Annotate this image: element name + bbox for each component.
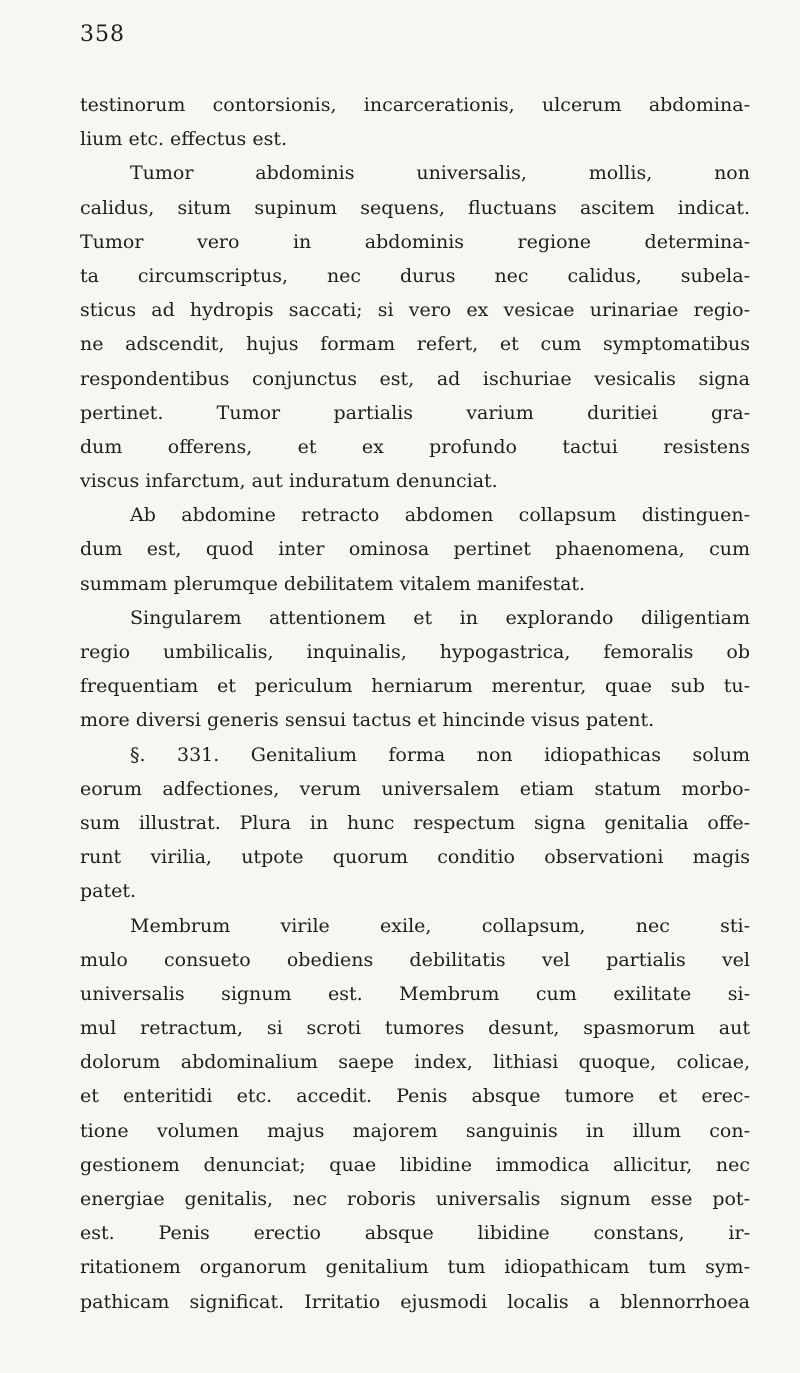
text-line: lium etc. effectus est.	[80, 128, 288, 151]
text-line: energiae genitalis, nec roboris universalis signum esse pot-	[80, 1188, 750, 1210]
text-line: sticus ad hydropis saccati; si vero ex vesicae urinariae regio-	[80, 299, 750, 322]
text-line: frequentiam et periculum herniarum merentur, quae sub tu-	[80, 675, 750, 698]
text-line: tione volumen majus majorem sanguinis in illum con-	[80, 1119, 750, 1142]
text-line: dum offerens, et ex profundo tactui resistens	[80, 435, 750, 458]
text-line: et enteritidi etc. accedit. Penis absque tumore et erec-	[80, 1085, 750, 1108]
text-line: testinorum contorsionis, incarcerationis, ulcerum abdomina-	[80, 94, 750, 116]
text-line: Ab abdomine retracto abdomen collapsum distinguen-	[130, 504, 750, 527]
text-line: §. 331. Genitalium forma non idiopathicas solum	[130, 743, 750, 766]
text-line: summam plerumque debilitatem vitalem manifestat.	[80, 572, 586, 595]
text-line: more diversi generis sensui tactus et hincinde visus patent.	[80, 709, 655, 732]
text-line: ta circumscriptus, nec durus nec calidus, subela-	[80, 264, 750, 287]
text-line: pathicam significat. Irritatio ejusmodi localis a blennorrhoea	[80, 1290, 750, 1313]
text-line: patet.	[80, 880, 137, 903]
text-line: Singularem attentionem et in explorando diligentiam	[130, 606, 750, 629]
text-line: mulo consueto obediens debilitatis vel partialis vel	[80, 948, 750, 971]
text-line: Tumor abdominis universalis, mollis, non	[130, 162, 750, 185]
text-line: est. Penis erectio absque libidine constans, ir-	[80, 1222, 750, 1245]
text-line: runt virilia, utpote quorum conditio observationi magis	[80, 846, 750, 869]
body-text	[80, 88, 750, 1319]
text-line: Tumor vero in abdominis regione determina-	[80, 230, 750, 253]
text-line: eorum adfectiones, verum universalem etiam statum morbo-	[80, 777, 750, 800]
text-line: ritationem organorum genitalium tum idiopathicam tum sym-	[80, 1256, 750, 1279]
text-line: pertinet. Tumor partialis varium duritiei gra-	[80, 401, 750, 424]
text-line: sum illustrat. Plura in hunc respectum signa genitalia offe-	[80, 811, 750, 834]
text-line: dolorum abdominalium saepe index, lithiasi quoque, colicae,	[80, 1051, 750, 1074]
page-number: 358	[80, 22, 125, 47]
text-line: regio umbilicalis, inquinalis, hypogastrica, femoralis ob	[80, 641, 750, 663]
text-line: viscus infarctum, aut induratum denunciat.	[80, 470, 498, 493]
text-line: gestionem denunciat; quae libidine immodica allicitur, nec	[80, 1153, 750, 1176]
text-line: respondentibus conjunctus est, ad ischuriae vesicalis signa	[80, 367, 750, 390]
text-line: universalis signum est. Membrum cum exilitate si-	[80, 982, 750, 1005]
text-line: mul retractum, si scroti tumores desunt, spasmorum aut	[80, 1017, 750, 1040]
text-line: Membrum virile exile, collapsum, nec sti-	[130, 914, 750, 937]
text-line: ne adscendit, hujus formam refert, et cum symptomatibus	[80, 333, 750, 356]
text-line: dum est, quod inter ominosa pertinet phaenomena, cum	[80, 538, 750, 561]
text-line: calidus, situm supinum sequens, fluctuans ascitem indicat.	[80, 196, 750, 219]
